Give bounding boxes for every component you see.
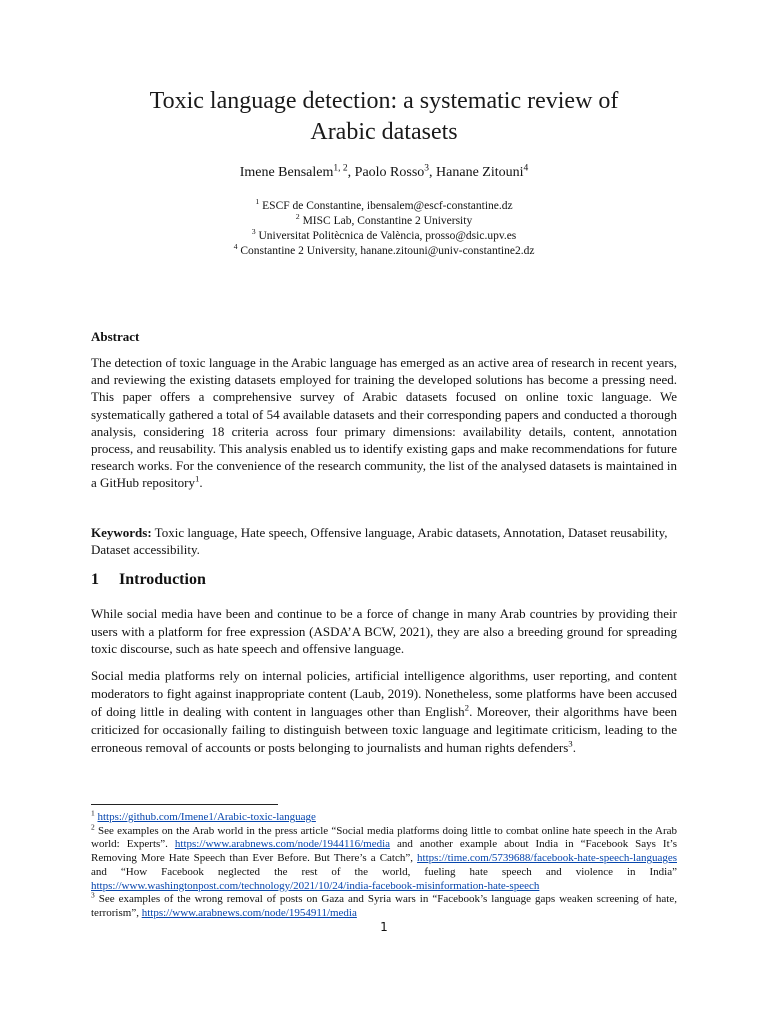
author-name: Hanane Zitouni	[436, 165, 524, 180]
affiliation-item	[91, 199, 677, 214]
author-affil-sup: 1, 2	[333, 163, 348, 174]
affiliation-text: Universitat Politècnica de València, prosso@dsic.upv.es	[258, 230, 517, 242]
footnote-text: and another example about India in “Facebook Says It’s Removing More Hate Speech than Ever Before. But There’s a Catch”,	[91, 838, 677, 865]
intro-paragraph-2	[91, 667, 677, 757]
abstract-text: The detection of toxic language in the Arabic language has emerged as an active area of research in recent years, and reviewing the existing datasets employed for training the developed solutions has become a pressing need. This paper offers a comprehensive survey of Arabic datasets focused on online toxic language. We systematically gathered a total of 54 available datasets and their corresponding papers and conducted a thorough analysis, considering 18 criteria across four primary dimensions: availability details, content, annotation process, and reusability. This analysis enabled us to identify existing gaps and make recommendations for future research works. For the convenience of the research community, the list of the analysed datasets is maintained in a GitHub repository	[91, 355, 677, 491]
footnote-1	[91, 808, 677, 825]
affiliation-text: ESCF de Constantine, ibensalem@escf-constantine.dz	[262, 200, 513, 212]
footnote-number: 2	[91, 822, 95, 832]
abstract-heading: Abstract	[91, 329, 140, 344]
footnote-link[interactable]: https://github.com/Imene1/Arabic-toxic-language	[97, 811, 316, 823]
title-line-1: Toxic language detection: a systematic review of	[149, 88, 619, 114]
author-separator: ,	[429, 165, 437, 180]
para-text: .	[572, 740, 576, 755]
footnote-ref: 2	[464, 702, 470, 713]
footnotes	[91, 808, 677, 921]
footnote-link[interactable]: https://www.arabnews.com/node/1954911/media	[141, 906, 357, 919]
author-affil-sup: 3	[424, 163, 430, 174]
footnote-ref: 1	[194, 474, 200, 485]
affiliation-list	[91, 199, 677, 259]
author-affil-sup: 4	[523, 163, 529, 174]
title-line-2: Arabic datasets	[310, 119, 458, 145]
footnote-text: and “How Facebook neglected the rest of the world, fueling hate speech and violence in India”	[91, 865, 677, 878]
footnote-2	[91, 822, 677, 894]
keywords	[91, 524, 677, 558]
author-name: Paolo Rosso	[354, 165, 425, 180]
section-title: Introduction	[119, 571, 206, 588]
para-text: . Moreover, their algorithms have been criticized for occasionally failing to distinguish between toxic language and legitimate criticism, leading to the erroneous removal of accounts or posts belonging to journalists and human rights defenders	[91, 704, 677, 755]
footnote-link[interactable]: https://time.com/5739688/facebook-hate-speech-languages	[417, 852, 677, 865]
affiliation-sup: 3	[251, 227, 256, 237]
paper-page	[91, 0, 677, 1024]
footnote-ref: 3	[568, 738, 573, 749]
footnote-3	[91, 890, 677, 920]
affiliation-item	[91, 214, 677, 229]
affiliation-sup: 2	[295, 212, 300, 222]
section-number: 1	[91, 571, 99, 588]
section-heading	[91, 571, 206, 589]
keywords-label: Keywords:	[91, 525, 152, 540]
keywords-text: Toxic language, Hate speech, Offensive language, Arabic datasets, Annotation, Dataset reusability, Dataset accessibility.	[91, 525, 668, 557]
affiliation-item	[91, 244, 677, 259]
affiliation-text: Constantine 2 University, hanane.zitouni@univ-constantine2.dz	[240, 245, 535, 257]
para-text: Social media platforms rely on internal policies, artificial intelligence algorithms, user reporting, and content moderators to fight against inappropriate content (Laub, 2019). Nonetheless, some platforms have been accused of doing little in dealing with content in languages other than English	[91, 668, 677, 719]
affiliation-sup: 1	[255, 197, 260, 207]
intro-paragraph-1: While social media have been and continue to be a force of change in many Arab countries by providing their users with a platform for free expression (ASDA’A BCW, 2021), they are also a breeding ground for spreading toxic discourse, such as hate speech and offensive language.	[91, 606, 677, 656]
author-name: Imene Bensalem	[239, 165, 334, 180]
footnote-divider	[91, 804, 278, 805]
paper-title	[91, 86, 677, 148]
page-number: 1	[380, 920, 388, 934]
footnote-text: See examples on the Arab world in the press article “Social media platforms doing little to combat online hate speech in the Arab world: Experts”.	[91, 824, 677, 851]
author-separator: ,	[347, 165, 355, 180]
abstract-body	[91, 354, 677, 492]
author-list	[91, 164, 677, 182]
footnote-text: See examples of the wrong removal of posts on Gaza and Syria wars in “Facebook’s language gaps weaken screening of hate, terrorism”,	[91, 893, 677, 919]
affiliation-item	[91, 229, 677, 244]
affiliation-sup: 4	[233, 242, 238, 252]
footnote-number: 1	[91, 808, 95, 818]
affiliation-text: MISC Lab, Constantine 2 University	[302, 215, 473, 227]
abstract-end: .	[199, 475, 203, 491]
footnote-link[interactable]: https://www.washingtonpost.com/technology/2021/10/24/india-facebook-misinformation-hate-speech	[91, 879, 540, 892]
footnote-number: 3	[91, 890, 95, 900]
footnote-link[interactable]: https://www.arabnews.com/node/1944116/media	[174, 838, 391, 851]
